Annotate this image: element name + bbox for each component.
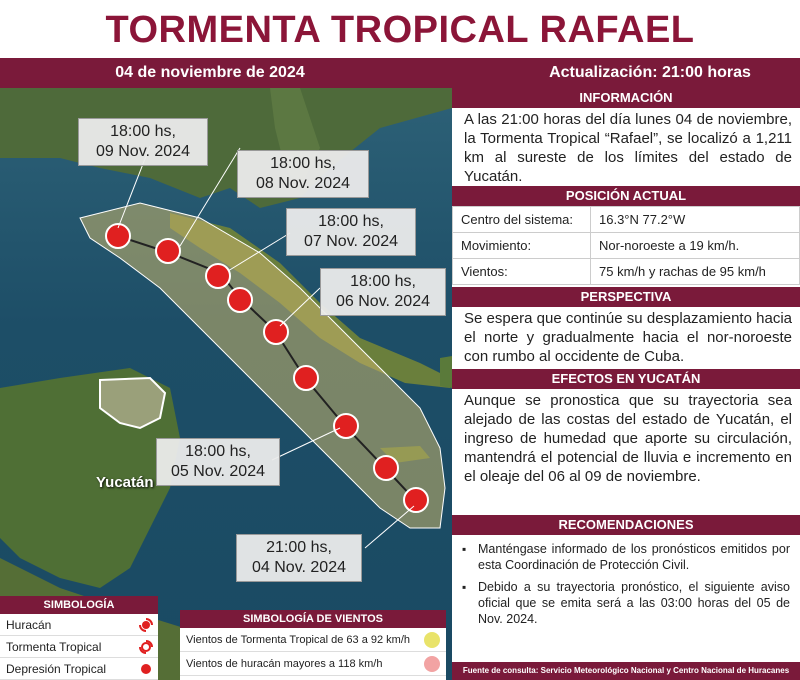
position-table [452, 206, 800, 285]
forecast-date-04nov: 04 Nov. 2024 [252, 559, 346, 576]
storm-symbol-04nov-b [374, 456, 398, 480]
forecast-label-07nov [286, 208, 416, 256]
wind-legend-label-hurricane: Vientos de huracán mayores a 118 km/h [186, 658, 383, 670]
forecast-date-09nov: 09 Nov. 2024 [96, 143, 190, 160]
legend-item-tropical-storm [0, 636, 158, 658]
forecast-label-09nov [78, 118, 208, 166]
info-header: INFORMACIÓN [452, 88, 800, 108]
legend-item-tropical-depression [0, 658, 158, 680]
storm-symbol-06nov [264, 320, 288, 344]
position-header: POSICIÓN ACTUAL [452, 186, 800, 206]
position-label: Vientos: [453, 259, 591, 285]
header-bar [0, 58, 800, 88]
position-value: 75 km/h y rachas de 95 km/h [591, 259, 800, 285]
position-label: Movimiento: [453, 233, 591, 259]
forecast-time-06nov: 18:00 hs, [350, 273, 416, 290]
info-panel [452, 88, 800, 680]
outlook-header: PERSPECTIVA [452, 287, 800, 307]
forecast-date-07nov: 07 Nov. 2024 [304, 233, 398, 250]
forecast-label-05nov [156, 438, 280, 486]
position-value: 16.3°N 77.2°W [591, 207, 800, 233]
symbol-legend [0, 596, 158, 680]
legend-item-hurricane [0, 614, 158, 636]
page-title: TORMENTA TROPICAL RAFAEL [105, 9, 695, 51]
storm-symbol-07nov-b [228, 288, 252, 312]
hurricane-icon [138, 617, 154, 633]
forecast-time-07nov: 18:00 hs, [318, 213, 384, 230]
land-hispaniola [440, 356, 452, 388]
storm-symbol-04nov [404, 488, 428, 512]
source-note: Fuente de consulta: Servicio Meteorológico Nacional y Centro Nacional de Huracanes [452, 662, 800, 680]
tropical-storm-icon [138, 639, 154, 655]
forecast-label-08nov [237, 150, 369, 198]
recommendation-item: ▪ Manténgase informado de los pronósticos emitidos por esta Coordinación de Protección Civil. [478, 541, 790, 573]
ts-wind-icon [424, 632, 440, 648]
land-north [0, 88, 452, 208]
position-row [453, 207, 800, 233]
forecast-date-05nov: 05 Nov. 2024 [171, 463, 265, 480]
legend-title: SIMBOLOGÍA [0, 596, 158, 614]
legend-label-tropical-depression: Depresión Tropical [6, 662, 107, 676]
effects-header: EFECTOS EN YUCATÁN [452, 369, 800, 389]
outlook-text: Se espera que continúe su desplazamiento hacia el norte y gradualmente hacia el nor-noroeste con rumbo al occidente de Cuba. [464, 310, 792, 365]
storm-symbol-08nov [156, 239, 180, 263]
hurricane-wind-icon [424, 656, 440, 672]
legend-label-tropical-storm: Tormenta Tropical [6, 640, 102, 654]
wind-legend-title: SIMBOLOGÍA DE VIENTOS [180, 610, 446, 628]
update-time: Actualización: 21:00 horas [549, 64, 751, 81]
map-graphic [0, 88, 452, 680]
forecast-label-06nov [320, 268, 446, 316]
issue-date: 04 de noviembre de 2024 [115, 64, 305, 81]
storm-symbol-05nov-a [294, 366, 318, 390]
forecast-date-06nov: 06 Nov. 2024 [336, 293, 430, 310]
position-row [453, 259, 800, 285]
forecast-time-08nov: 18:00 hs, [270, 155, 336, 172]
wind-legend-item-hurricane [180, 652, 446, 676]
forecast-date-08nov: 08 Nov. 2024 [256, 175, 350, 192]
forecast-time-09nov: 18:00 hs, [110, 123, 176, 140]
recommendation-item: ▪ Debido a su trayectoria pronóstico, el siguiente aviso oficial que se emita será a las 03:00 horas del 05 de Nov. 2024. [478, 579, 790, 627]
forecast-label-04nov [236, 534, 362, 582]
recommendations-header: RECOMENDACIONES [452, 515, 800, 535]
yucatan-map-label: Yucatán [96, 474, 154, 491]
position-row [453, 233, 800, 259]
recommendations-list [452, 535, 800, 627]
position-value: Nor-noroeste a 19 km/h. [591, 233, 800, 259]
tropical-depression-icon [138, 661, 154, 677]
wind-legend-item-ts [180, 628, 446, 652]
wind-legend-label-ts: Vientos de Tormenta Tropical de 63 a 92 km/h [186, 634, 411, 646]
position-label: Centro del sistema: [453, 207, 591, 233]
forecast-time-05nov: 18:00 hs, [185, 443, 251, 460]
legend-label-hurricane: Huracán [6, 618, 52, 632]
effects-text: Aunque se pronostica que su trayectoria sea alejado de las costas del estado de Yucatán, el ingreso de humedad que aporte su circulación, mantendrá el potencial de lluvia e incremento en el oleaje del 06 al 09 de noviembre. [464, 392, 792, 485]
storm-symbol-07nov-a [206, 264, 230, 288]
forecast-time-04nov: 21:00 hs, [266, 539, 332, 556]
info-text: A las 21:00 horas del día lunes 04 de noviembre, la Tormenta Tropical “Rafael”, se localizó a 1,211 km al sureste de los límites del estado de Yucatán. [464, 111, 792, 185]
wind-legend [180, 610, 446, 680]
storm-track-map [0, 88, 452, 680]
storm-symbol-05nov-b [334, 414, 358, 438]
